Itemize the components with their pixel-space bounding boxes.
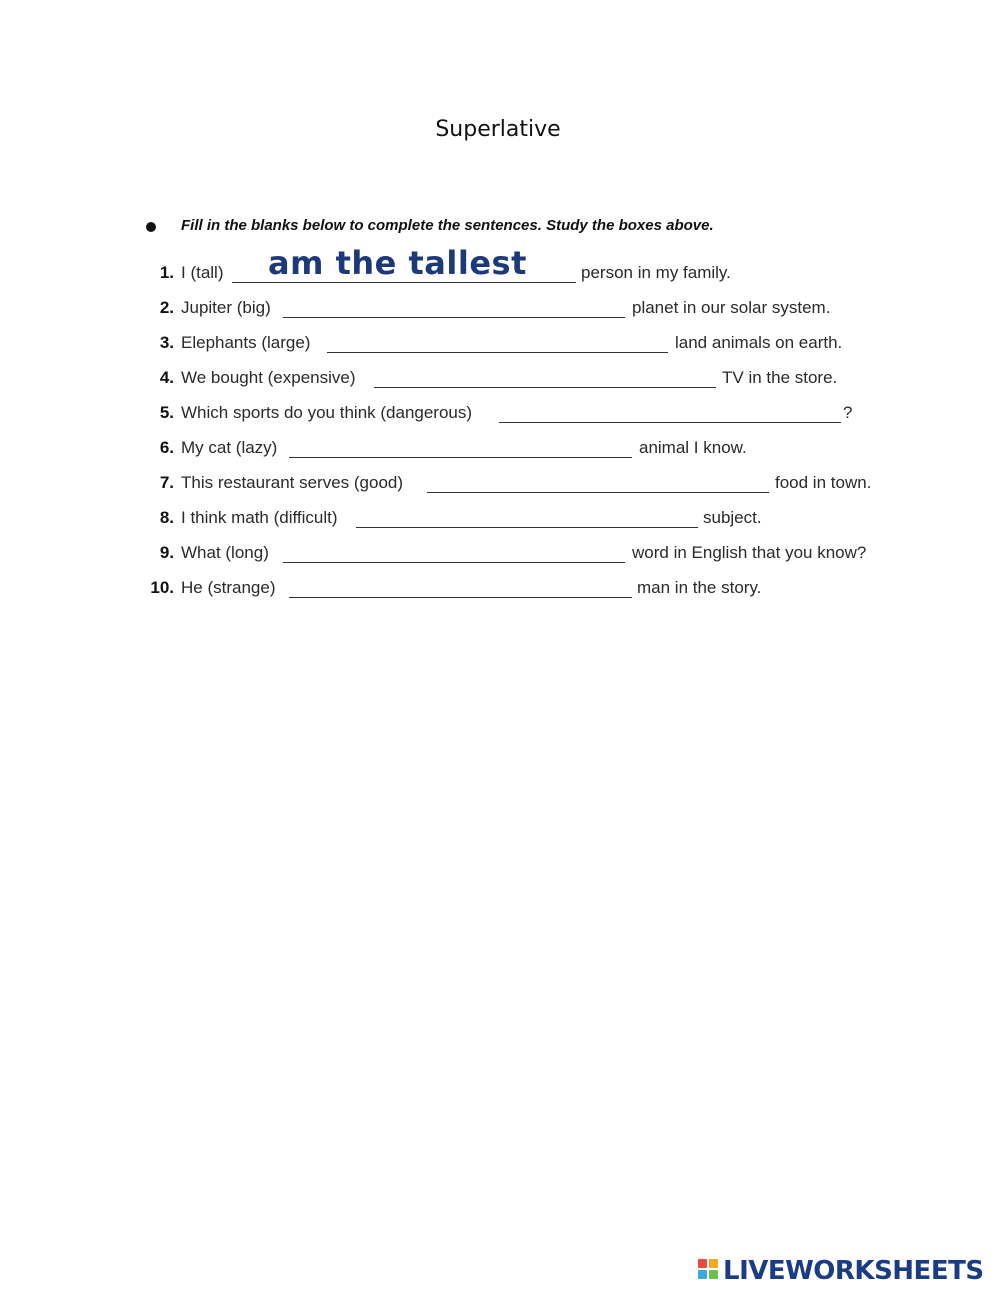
liveworksheets-logo-icon bbox=[698, 1259, 720, 1283]
question-number: 4. bbox=[159, 368, 174, 387]
question-prompt: We bought (expensive) bbox=[181, 368, 356, 387]
question-suffix: subject. bbox=[703, 508, 762, 527]
answer-blank-7[interactable] bbox=[427, 492, 769, 493]
question-number: 7. bbox=[159, 473, 174, 492]
answer-text-1[interactable]: am the tallest bbox=[268, 244, 527, 282]
logo-text: LIVEWORKSHEETS bbox=[723, 1256, 984, 1286]
question-suffix: ? bbox=[843, 403, 853, 422]
question-number: 3. bbox=[159, 333, 174, 352]
question-suffix: man in the story. bbox=[637, 578, 762, 597]
liveworksheets-logo[interactable] bbox=[698, 1256, 984, 1286]
question-number: 2. bbox=[159, 298, 174, 317]
question-prompt: I think math (difficult) bbox=[181, 508, 338, 527]
instructions: Fill in the blanks below to complete the sentences. Study the boxes above. bbox=[181, 217, 714, 234]
question-number: 8. bbox=[159, 508, 174, 527]
question-prompt: Which sports do you think (dangerous) bbox=[181, 403, 473, 422]
answer-blank-9[interactable] bbox=[283, 562, 625, 563]
question-prompt: He (strange) bbox=[181, 578, 276, 597]
question-suffix: person in my family. bbox=[581, 263, 731, 282]
answer-blank-4[interactable] bbox=[374, 387, 716, 388]
answer-blank-6[interactable] bbox=[289, 457, 632, 458]
question-prompt: What (long) bbox=[181, 543, 269, 562]
answer-blank-8[interactable] bbox=[356, 527, 698, 528]
question-number: 5. bbox=[159, 403, 174, 422]
question-suffix: word in English that you know? bbox=[632, 543, 867, 562]
bullet-icon bbox=[146, 222, 156, 232]
answer-blank-2[interactable] bbox=[283, 317, 625, 318]
question-prompt: My cat (lazy) bbox=[181, 438, 278, 457]
question-number: 9. bbox=[159, 543, 174, 562]
answer-blank-10[interactable] bbox=[289, 597, 632, 598]
question-prompt: Elephants (large) bbox=[181, 333, 311, 352]
question-number: 10. bbox=[150, 578, 174, 597]
answer-blank-3[interactable] bbox=[327, 352, 668, 353]
question-suffix: animal I know. bbox=[639, 438, 747, 457]
answer-blank-5[interactable] bbox=[499, 422, 841, 423]
question-prompt: Jupiter (big) bbox=[181, 298, 271, 317]
page-title: Superlative bbox=[435, 117, 561, 142]
answer-blank-1[interactable] bbox=[232, 282, 576, 283]
question-suffix: planet in our solar system. bbox=[632, 298, 831, 317]
question-suffix: land animals on earth. bbox=[675, 333, 843, 352]
question-suffix: TV in the store. bbox=[722, 368, 838, 387]
question-number: 6. bbox=[159, 438, 174, 457]
question-number: 1. bbox=[159, 263, 174, 282]
question-prompt: I (tall) bbox=[181, 263, 224, 282]
question-prompt: This restaurant serves (good) bbox=[181, 473, 404, 492]
question-suffix: food in town. bbox=[775, 473, 872, 492]
